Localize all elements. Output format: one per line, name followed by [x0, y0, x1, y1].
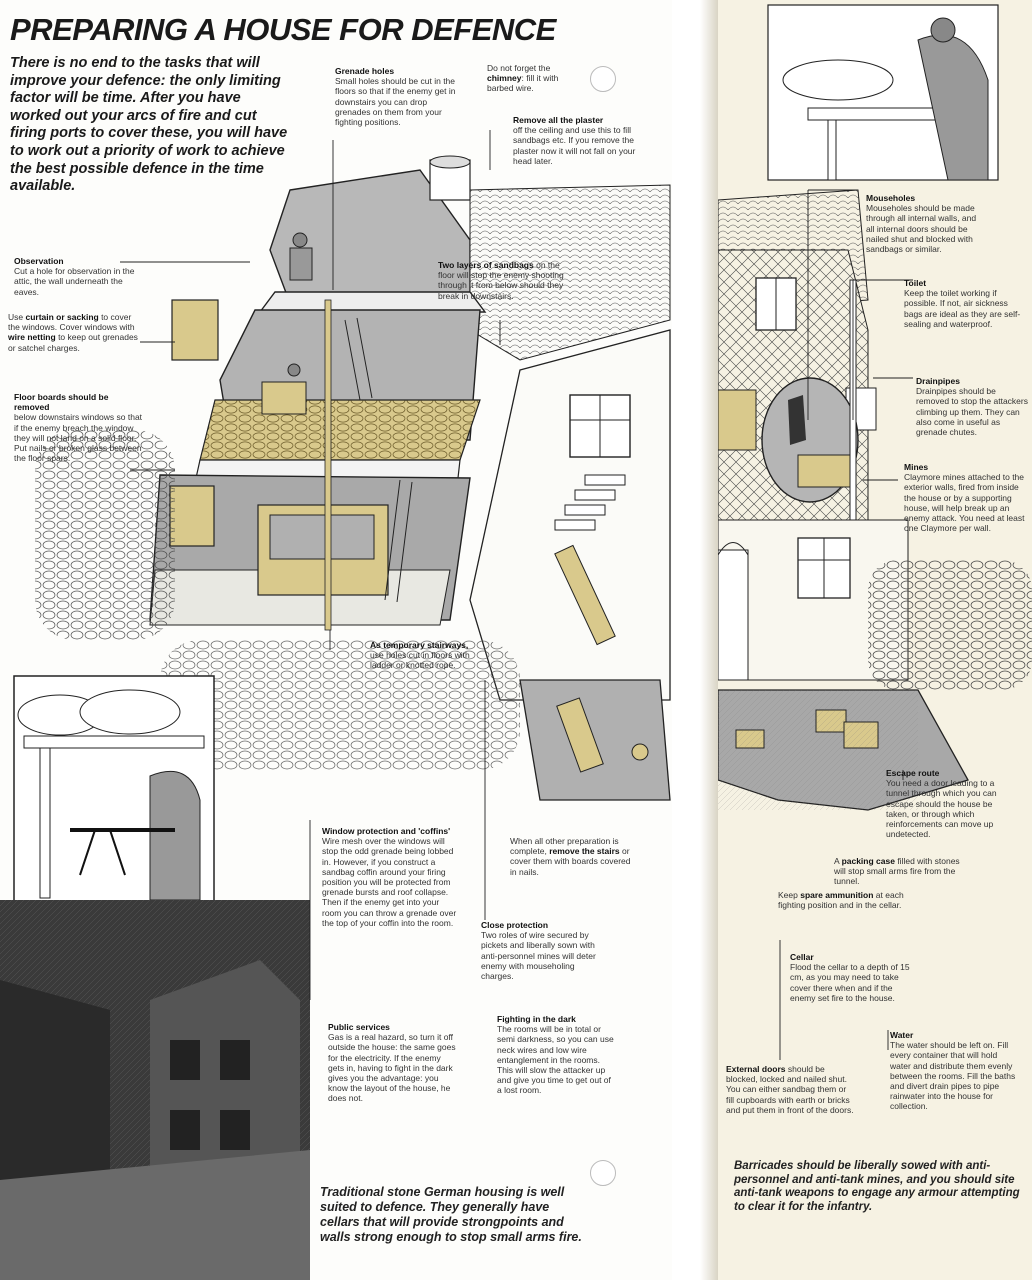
escape-route-heading: Escape route: [886, 768, 940, 778]
toilet-heading: Toilet: [904, 278, 927, 288]
water-callout: [890, 1030, 1020, 1112]
sandbags-callout: [438, 260, 568, 301]
curtain-mid: to cover the windows. Cover windows with: [8, 312, 135, 333]
close-protection-body: Two roles of wire secured by pickets and liberally sown with anti-personnel mines will deter enemy with mouseholing charges.: [481, 930, 596, 982]
mines-heading: Mines: [904, 462, 929, 472]
observation-body: Cut a hole for observation in the attic, the wall underneath the eaves.: [14, 266, 135, 297]
chimney-bold: chimney: [487, 73, 522, 84]
fighting-dark-heading: Fighting in the dark: [497, 1014, 576, 1024]
intro-paragraph: There is no end to the tasks that will improve your defence: the only limiting factor will be time. After you have worked out your arcs of fire and cut firing ports to cover these, you will have to work out a priority of work to achieve the best possible defence in the time available.: [10, 55, 288, 195]
stairways-body: use holes cut in floors with ladder or knotted rope.: [370, 650, 470, 671]
stairways-heading: As temporary stairways,: [370, 640, 469, 650]
drainpipes-callout: [916, 376, 1028, 437]
cellar-heading: Cellar: [790, 952, 814, 962]
left-footer-caption: Traditional stone German housing is well suited to defence. They generally have cellars that will provide strongpoints and walls strong enough to stop small arms fire.: [320, 1185, 582, 1244]
chimney-post: : fill it with barbed wire.: [487, 73, 559, 94]
external-doors-body: should be blocked, locked and nailed shut. You can either sandbag them or fill cupboards with earth or bricks and put them in front of the doors.: [726, 1064, 854, 1115]
curtain-post: to keep out grenades or satchel charges.: [8, 332, 138, 353]
spare-ammo-post: at each fighting position and in the cellar.: [778, 890, 904, 911]
right-page: [718, 0, 1032, 1280]
water-body: The water should be left on. Fill every container that will hold water and distribute them evenly between the rooms. Fill the baths and divert drain pipes to pipe rainwater into the house for collection.: [890, 1040, 1016, 1112]
spare-ammo-pre: Keep: [778, 890, 801, 900]
cellar-body: Flood the cellar to a depth of 15 cm, as you may need to take cover there when and if the enemy set fire to the house.: [790, 962, 910, 1003]
public-services-body: Gas is a real hazard, so turn it off outside the house: the same goes for the electricity. If the enemy gets in, having to fight in the dark gives you the advantage: you know the layout of the house, he does not.: [328, 1032, 456, 1104]
packing-case-callout: [834, 856, 972, 887]
plaster-callout: [513, 115, 643, 166]
binder-hole-icon: [590, 1160, 616, 1186]
right-footer-caption: Barricades should be liberally sowed with anti-personnel and anti-tank mines, and you should site anti-tank weapons to engage any armour attempting to clear it for the infantry.: [734, 1160, 1020, 1213]
window-protection-callout: [322, 826, 457, 928]
mouseholes-callout: [866, 193, 986, 254]
grenade-holes-callout: [335, 66, 460, 127]
plaster-body: off the ceiling and use this to fill sandbags etc. If you remove the plaster now it will not fall on your head later.: [513, 125, 636, 166]
spare-ammo-callout: [778, 890, 908, 910]
packing-case-bold: packing case: [841, 856, 895, 866]
stairways-callout: [370, 640, 492, 671]
binder-hole-icon: [590, 66, 616, 92]
toilet-body: Keep the toilet working if possible. If not, air sickness bags are ideal as they are self-sealing and waterproof.: [904, 288, 1021, 329]
remove-stairs-bold: remove the stairs: [549, 846, 620, 857]
public-services-heading: Public services: [328, 1022, 390, 1032]
sandbags-body: on the floor will stop the enemy shooting through it from below should they break in downstairs.: [438, 260, 564, 301]
external-doors-bold: External doors: [726, 1064, 786, 1074]
close-protection-heading: Close protection: [481, 920, 549, 930]
mouseholes-body: Mouseholes should be made through all internal walls, and all internal doors should be nailed shut and blocked with sandbags or similar.: [866, 203, 977, 255]
observation-callout: [14, 256, 142, 297]
water-heading: Water: [890, 1030, 914, 1040]
floorboards-body: below downstairs windows so that if the enemy breach the window they will not land on a solid floor. Put nails or broken glass between the floor spars.: [14, 412, 143, 464]
mouseholes-heading: Mouseholes: [866, 193, 916, 203]
public-services-callout: [328, 1022, 458, 1104]
drainpipes-body: Drainpipes should be removed to stop the attackers climbing up them. They can also come in useful as grenade chutes.: [916, 386, 1028, 438]
curtain-pre: Use: [8, 312, 26, 322]
remove-stairs-pre: When all other preparation is complete,: [510, 836, 619, 857]
floorboards-callout: [14, 392, 146, 463]
curtain-bold1: curtain or sacking: [25, 312, 99, 322]
chimney-callout: [487, 63, 582, 94]
mines-callout: [904, 462, 1028, 533]
close-protection-callout: [481, 920, 606, 981]
fighting-dark-body: The rooms will be in total or semi darkness, so you can use neck wires and low wire entanglement in the rooms. This will slow the attacker up and give you time to get out of a lost room.: [497, 1024, 614, 1096]
window-protection-body: Wire mesh over the windows will stop the odd grenade being lobbed in. However, if you construct a sandbag coffin around your firing position you will be protected from grenade bursts and roof collapse. Then if the enemy get into your room you can throw a grenade over the top of your coffin into the room.: [322, 836, 457, 928]
external-doors-callout: [726, 1064, 856, 1115]
spare-ammo-bold: spare ammunition: [800, 890, 874, 900]
window-protection-heading: Window protection and 'coffins': [322, 826, 451, 836]
escape-route-body: You need a door leading to a tunnel through which you can escape should the house be taken, or through which reinforcements can move up undetected.: [886, 778, 997, 840]
remove-stairs-callout: [510, 836, 635, 877]
mines-body: Claymore mines attached to the exterior walls, fired from inside the house or by a supporting house, will help break up an enemy attack. You need at least one Claymore per wall.: [904, 472, 1025, 534]
grenade-holes-body: Small holes should be cut in the floors so that if the enemy get in downstairs you can drop grenades on them from your fighting positions.: [335, 76, 456, 128]
sandbags-bold: Two layers of sandbags: [438, 260, 534, 270]
chimney-pre: Do not forget the: [487, 63, 551, 73]
plaster-heading: Remove all the plaster: [513, 115, 604, 125]
toilet-callout: [904, 278, 1028, 329]
fighting-dark-callout: [497, 1014, 617, 1096]
floorboards-heading: Floor boards should be removed: [14, 392, 109, 413]
remove-stairs-post: or cover them with boards covered in nails.: [510, 846, 631, 877]
escape-route-callout: [886, 768, 1016, 839]
packing-case-pre: A: [834, 856, 842, 866]
page-shadow: [700, 0, 718, 1280]
page-title: PREPARING A HOUSE FOR DEFENCE: [10, 12, 556, 47]
curtain-callout: [8, 312, 143, 353]
packing-case-post: filled with stones will stop small arms fire from the tunnel.: [834, 856, 960, 887]
observation-heading: Observation: [14, 256, 64, 266]
cellar-callout: [790, 952, 918, 1003]
curtain-bold2: wire netting: [8, 332, 56, 343]
drainpipes-heading: Drainpipes: [916, 376, 960, 386]
grenade-holes-heading: Grenade holes: [335, 66, 395, 76]
